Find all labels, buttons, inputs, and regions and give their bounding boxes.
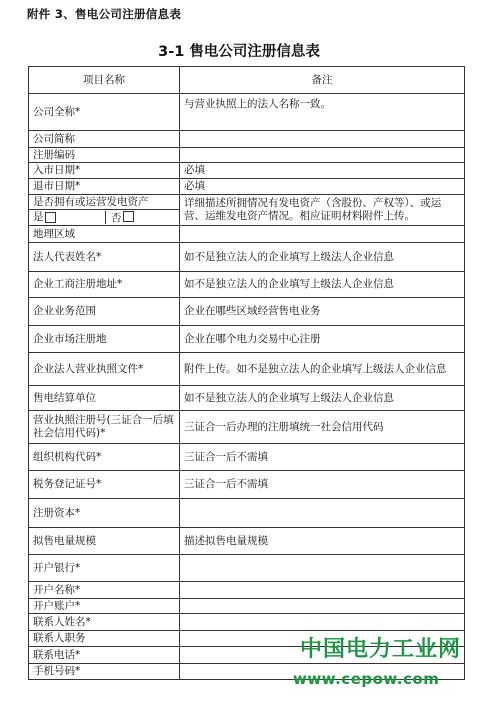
table-row	[29, 243, 465, 272]
row-item: 公司全称*	[29, 94, 180, 131]
row-note: 企业在哪个电力交易中心注册	[180, 326, 465, 353]
asset-options	[29, 210, 180, 226]
row-item: 入市日期*	[29, 163, 180, 179]
header-item-name: 项目名称	[29, 67, 180, 94]
table-row	[29, 444, 465, 471]
watermark-name: 中国电力工业网	[300, 637, 462, 662]
asset-option-no[interactable]	[106, 211, 134, 225]
row-item: 注册资本*	[29, 499, 180, 528]
asset-option-yes[interactable]	[29, 211, 106, 224]
table-row	[29, 471, 465, 499]
row-note: 三证合一后不需填	[180, 471, 465, 499]
row-item: 注册编码	[29, 148, 180, 163]
table-row	[29, 163, 465, 179]
row-item: 联系人姓名*	[29, 614, 180, 631]
row-item: 开户银行*	[29, 555, 180, 582]
table-row	[29, 353, 465, 386]
row-note	[180, 148, 465, 163]
row-note: 必填	[180, 179, 465, 195]
table-row	[29, 131, 465, 148]
row-note	[180, 555, 465, 582]
table-row	[29, 555, 465, 582]
row-item: 售电结算单位	[29, 386, 180, 411]
table-row	[29, 94, 465, 131]
asset-option-yes-label: 是	[33, 211, 44, 223]
row-item: 联系电话*	[29, 647, 180, 664]
table-row	[29, 179, 465, 195]
row-item: 手机号码*	[29, 664, 180, 680]
row-item: 营业执照注册号(三证合一后填社会信用代码)*	[29, 411, 180, 444]
row-note	[180, 131, 465, 148]
row-item: 公司简称	[29, 131, 180, 148]
row-item: 企业法人营业执照文件*	[29, 353, 180, 386]
table-row	[29, 528, 465, 555]
table-row	[29, 499, 465, 528]
row-item: 组织机构代码*	[29, 444, 180, 471]
row-note: 如不是独立法人的企业填写上级法人企业信息	[180, 243, 465, 272]
row-item: 企业市场注册地	[29, 326, 180, 353]
row-note: 附件上传。如不是独立法人的企业填写上级法人企业信息	[180, 353, 465, 386]
row-item: 企业工商注册地址*	[29, 272, 180, 298]
row-item: 企业业务范围	[29, 298, 180, 326]
row-note: 企业在哪些区域经营售电业务	[180, 298, 465, 326]
table-row	[29, 386, 465, 411]
row-item: 拟售电量规模	[29, 528, 180, 555]
header-note: 备注	[180, 67, 465, 94]
row-item: 开户名称*	[29, 582, 180, 599]
registration-table	[28, 66, 465, 680]
table-row	[29, 582, 465, 599]
row-note	[180, 614, 465, 631]
row-note: 如不是独立法人的企业填写上级法人企业信息	[180, 386, 465, 411]
row-note: 三证合一后办理的注册填统一社会信用代码	[180, 411, 465, 444]
row-note	[180, 582, 465, 599]
row-note: 三证合一后不需填	[180, 444, 465, 471]
checkbox-no[interactable]	[123, 211, 134, 222]
table-row	[29, 148, 465, 163]
row-item: 税务登记证号*	[29, 471, 180, 499]
table-row	[29, 298, 465, 326]
row-item: 退市日期*	[29, 179, 180, 195]
attachment-label: 附件 3、售电公司注册信息表	[27, 7, 182, 21]
row-note: 描述拟售电量规模	[180, 528, 465, 555]
row-note: 必填	[180, 163, 465, 179]
table-row	[29, 614, 465, 631]
table-row	[29, 326, 465, 353]
asset-option-no-label: 否	[111, 211, 122, 224]
row-item: 是否拥有或运营发电资产	[29, 195, 180, 210]
row-note: 如不是独立法人的企业填写上级法人企业信息	[180, 272, 465, 298]
row-item: 法人代表姓名*	[29, 243, 180, 272]
table-row	[29, 272, 465, 298]
table-header-row	[29, 67, 465, 94]
asset-note: 详细描述所拥情况有发电资产（含股份、产权等）、或运营、运维发电资产情况。相应证明材料附件上传。	[180, 195, 465, 226]
row-note	[180, 499, 465, 528]
row-note	[180, 226, 465, 243]
row-item: 联系人职务	[29, 631, 180, 647]
row-item: 地理区域	[29, 226, 180, 243]
table-title: 3-1 售电公司注册信息表	[158, 44, 320, 60]
table-row	[29, 411, 465, 444]
row-note	[180, 599, 465, 614]
row-item: 开户账户*	[29, 599, 180, 614]
table-row	[29, 599, 465, 614]
watermark-url: www.cepow.com	[293, 670, 440, 688]
checkbox-yes[interactable]	[45, 212, 56, 223]
table-row	[29, 195, 465, 210]
row-note: 与营业执照上的法人名称一致。	[180, 94, 465, 131]
table-row	[29, 226, 465, 243]
